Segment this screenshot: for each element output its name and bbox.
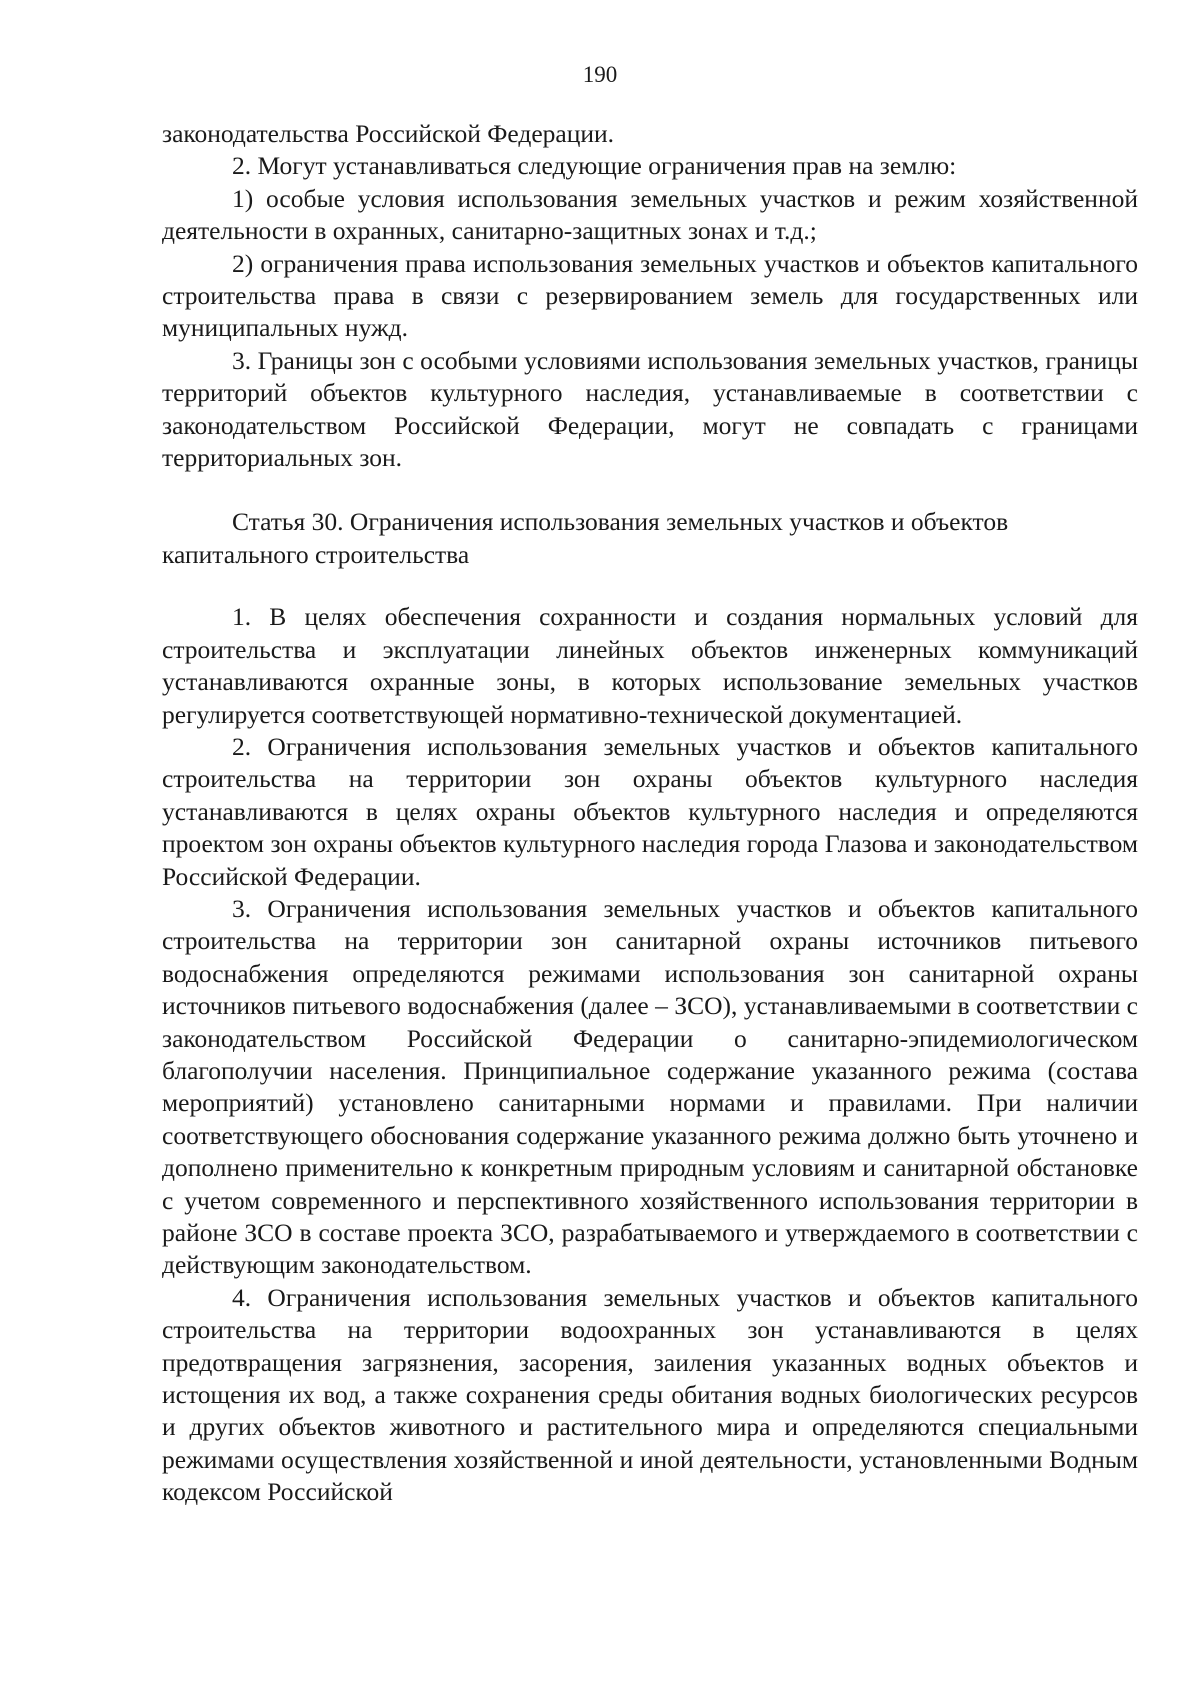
article-paragraph-3: 3. Ограничения использования земельных участков и объектов капитального строительства на территории зон санитарной охраны источников питьевого водоснабжения определяются режимами использования зон санитарной охраны источников питьевого водоснабжения (далее – ЗСО), устанавливаемыми в соответствии с законодательством Российской Федерации о санитарно-эпидемиологическом благополучии населения. Принципиальное содержание указанного режима (состава мероприятий) установлено санитарными нормами и правилами. При наличии соответствующего обоснования содержание указанного режима должно быть уточнено и дополнено применительно к конкретным природным условиям и санитарной обстановке с учетом современного и перспективного хозяйственного использования территории в районе ЗСО в составе проекта ЗСО, разрабатываемого и утверждаемого в соответствии с действующим законодательством. [162, 893, 1138, 1280]
paragraph-item-2: 2. Могут устанавливаться следующие ограничения прав на землю: [232, 151, 957, 181]
paragraph-subitem-1: 1) особые условия использования земельных участков и режим хозяйственной деятельности в охранных, санитарно-защитных зонах и т.д.; [162, 183, 1138, 246]
paragraph-continuation: законодательства Российской Федерации. [162, 119, 615, 148]
article-paragraph-2: 2. Ограничения использования земельных участков и объектов капитального строительства на территории зон охраны объектов культурного наследия устанавливаются в целях охраны объектов культурного наследия и определяются проектом зон охраны объектов культурного наследия города Глазова и законодательством Российской Федерации. [162, 731, 1138, 891]
document-body [162, 118, 1138, 1509]
paragraph-item-3: 3. Границы зон с особыми условиями использования земельных участков, границы территорий объектов культурного наследия, устанавливаемые в соответствии с законодательством Российской Федерации, могут не совпадать с границами территориальных зон. [162, 345, 1138, 473]
article-heading: Статья 30. Ограничения использования земельных участков и объектов капитального строительства [162, 507, 1009, 569]
article-paragraph-1: 1. В целях обеспечения сохранности и создания нормальных условий для строительства и эксплуатации линейных объектов инженерных коммуникаций устанавливаются охранные зоны, в которых использование земельных участков регулируется соответствующей нормативно-технической документацией. [162, 602, 1138, 729]
spacer [162, 474, 1138, 506]
spacer [162, 571, 1138, 601]
article-paragraph-4: 4. Ограничения использования земельных участков и объектов капитального строительства на территории водоохранных зон устанавливаются в целях предотвращения загрязнения, засорения, заиления указанных водных объектов и истощения их вод, а также сохранения среды обитания водных биологических ресурсов и других объектов животного и растительного мира и определяются специальными режимами осуществления хозяйственной и иной деятельности, установленными Водным кодексом Российской [162, 1282, 1138, 1507]
paragraph-subitem-2: 2) ограничения права использования земельных участков и объектов капитального строительства права в связи с резервированием земель для государственных или муниципальных нужд. [162, 248, 1138, 343]
page-number: 190 [582, 62, 618, 87]
